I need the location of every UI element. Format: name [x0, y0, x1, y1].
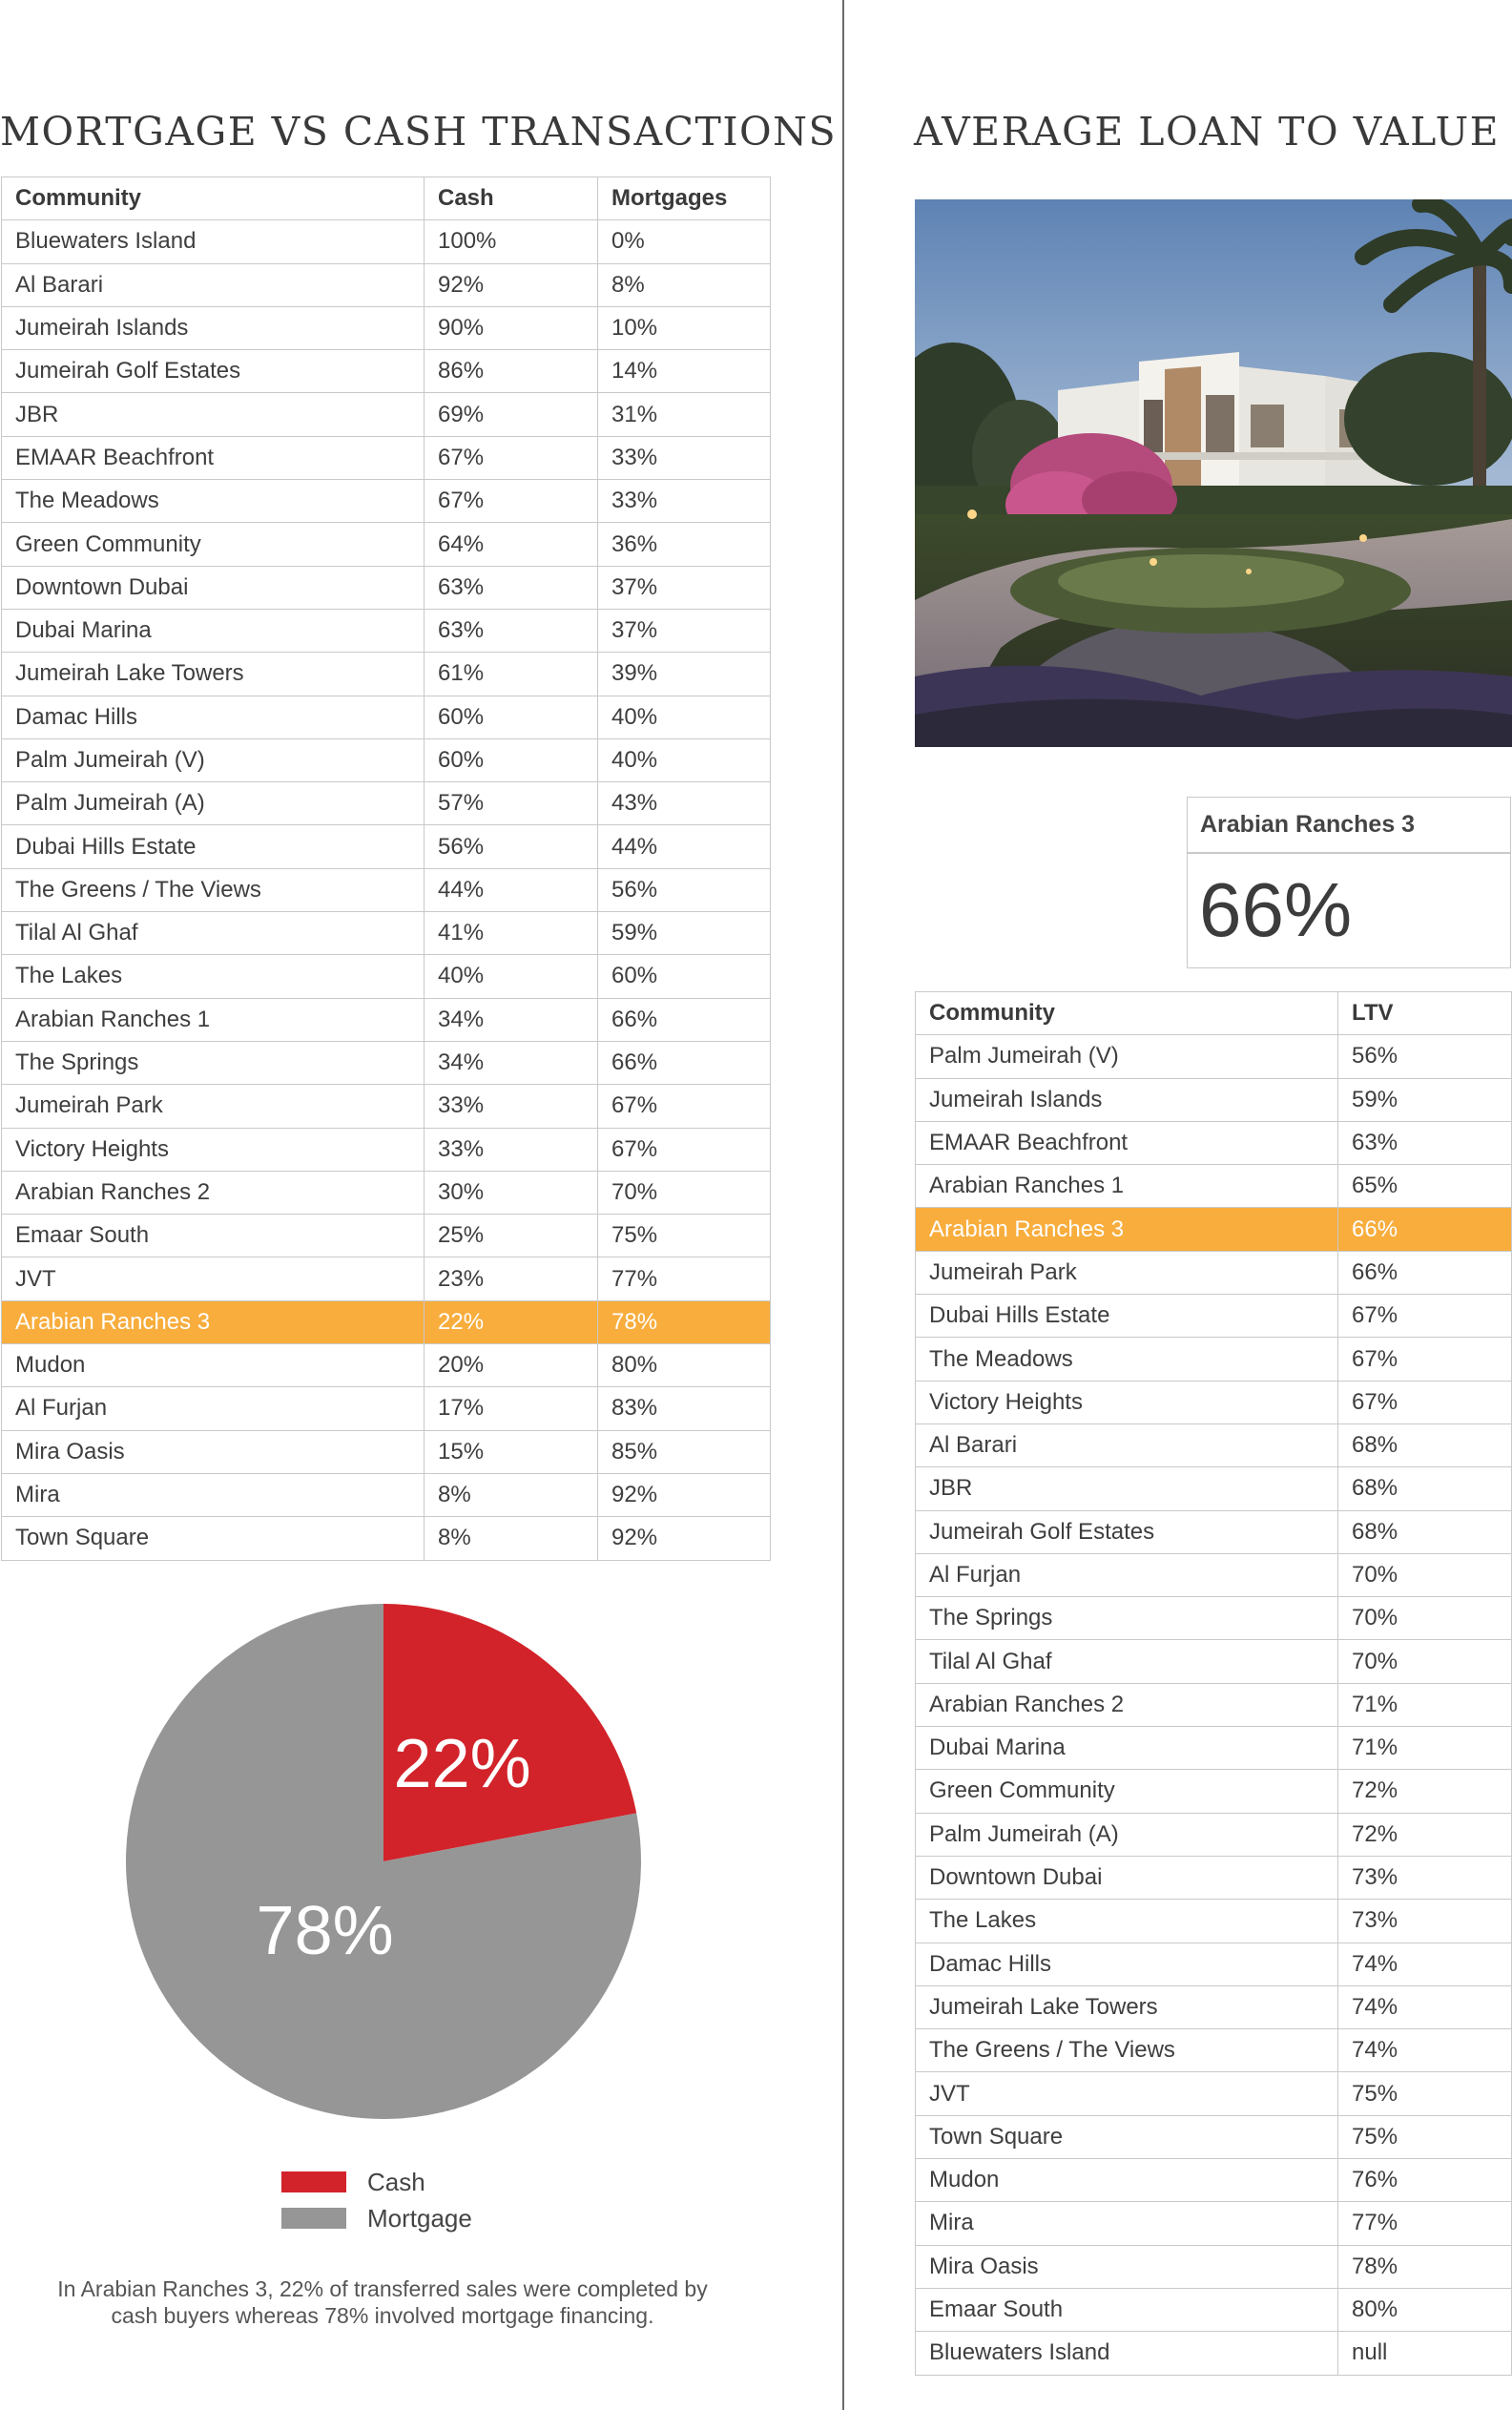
cell-cash: 30% — [425, 1171, 598, 1214]
cell-community: Mira — [916, 2202, 1338, 2245]
cell-community: Tilal Al Ghaf — [2, 912, 425, 955]
cell-mortgages: 59% — [598, 912, 771, 955]
cell-community: EMAAR Beachfront — [2, 436, 425, 479]
table-row — [2, 1344, 771, 1387]
cell-community: Jumeirah Golf Estates — [2, 350, 425, 393]
cell-ltv: 77% — [1338, 2202, 1512, 2245]
cell-community: Victory Heights — [916, 1381, 1338, 1423]
cell-community: Jumeirah Golf Estates — [916, 1510, 1338, 1553]
cell-community: JVT — [2, 1257, 425, 1300]
cell-mortgages: 40% — [598, 696, 771, 738]
table-row — [916, 2245, 1512, 2288]
cell-community: Mira — [2, 1473, 425, 1516]
cell-cash: 67% — [425, 480, 598, 523]
cell-community: Downtown Dubai — [916, 1856, 1338, 1899]
header-mortgages: Mortgages — [598, 177, 771, 220]
table-row — [916, 1381, 1512, 1423]
cell-community: Palm Jumeirah (A) — [916, 1813, 1338, 1856]
cell-community: Bluewaters Island — [916, 2332, 1338, 2375]
cell-ltv: 67% — [1338, 1338, 1512, 1381]
table-row — [2, 1300, 771, 1343]
cell-community: Jumeirah Park — [2, 1085, 425, 1128]
cell-community: Dubai Marina — [916, 1727, 1338, 1770]
table-row — [916, 1985, 1512, 2028]
table-row — [916, 2288, 1512, 2331]
cell-community: Mudon — [2, 1344, 425, 1387]
cell-community: The Lakes — [916, 1900, 1338, 1943]
cell-ltv: 67% — [1338, 1295, 1512, 1338]
cell-community: Emaar South — [2, 1215, 425, 1257]
table-row — [2, 912, 771, 955]
cell-cash: 17% — [425, 1387, 598, 1430]
mortgage-vs-cash-table — [1, 177, 771, 1561]
cell-ltv: 73% — [1338, 1900, 1512, 1943]
cell-community: Arabian Ranches 2 — [2, 1171, 425, 1214]
header-community: Community — [916, 992, 1338, 1035]
cell-ltv: 67% — [1338, 1381, 1512, 1423]
cell-community: Green Community — [2, 523, 425, 566]
table-row — [2, 738, 771, 781]
header-ltv: LTV — [1338, 992, 1512, 1035]
table-row — [2, 220, 771, 263]
cell-community: Dubai Hills Estate — [2, 825, 425, 868]
cell-community: Arabian Ranches 3 — [2, 1300, 425, 1343]
cell-community: The Greens / The Views — [916, 2029, 1338, 2072]
cell-cash: 23% — [425, 1257, 598, 1300]
cell-mortgages: 70% — [598, 1171, 771, 1214]
table-row — [2, 825, 771, 868]
table-row — [2, 1128, 771, 1171]
cell-cash: 86% — [425, 350, 598, 393]
cell-ltv: 76% — [1338, 2159, 1512, 2202]
cell-community: The Lakes — [2, 955, 425, 998]
pie-label-mortgage: 78% — [256, 1893, 394, 1970]
cell-ltv: 70% — [1338, 1597, 1512, 1640]
cell-ltv: 71% — [1338, 1727, 1512, 1770]
cell-ltv: 66% — [1338, 1251, 1512, 1294]
cell-mortgages: 75% — [598, 1215, 771, 1257]
highlight-community-label: Arabian Ranches 3 — [1200, 811, 1416, 838]
cell-community: Town Square — [2, 1517, 425, 1560]
card-separator — [1188, 852, 1510, 854]
cell-mortgages: 80% — [598, 1344, 771, 1387]
cell-community: Arabian Ranches 2 — [916, 1683, 1338, 1726]
average-ltv-title: AVERAGE LOAN TO VALUE — [914, 109, 1501, 155]
table-row — [2, 653, 771, 696]
cell-mortgages: 83% — [598, 1387, 771, 1430]
cell-community: The Springs — [916, 1597, 1338, 1640]
table-row — [916, 2202, 1512, 2245]
cell-cash: 57% — [425, 782, 598, 825]
cell-ltv: 72% — [1338, 1813, 1512, 1856]
table-row — [2, 523, 771, 566]
cell-ltv: 73% — [1338, 1856, 1512, 1899]
cell-mortgages: 92% — [598, 1473, 771, 1516]
header-cash: Cash — [425, 177, 598, 220]
cell-community: Green Community — [916, 1770, 1338, 1813]
cell-cash: 64% — [425, 523, 598, 566]
highlight-ltv-card — [1187, 797, 1511, 968]
cell-ltv: 74% — [1338, 1985, 1512, 2028]
cell-mortgages: 39% — [598, 653, 771, 696]
cell-cash: 92% — [425, 263, 598, 306]
table-row — [916, 1770, 1512, 1813]
cell-ltv: 68% — [1338, 1510, 1512, 1553]
cell-mortgages: 67% — [598, 1085, 771, 1128]
cell-mortgages: 31% — [598, 393, 771, 436]
table-row — [916, 2332, 1512, 2375]
table-row — [2, 782, 771, 825]
table-row — [916, 1035, 1512, 1078]
cell-cash: 20% — [425, 1344, 598, 1387]
cell-mortgages: 85% — [598, 1430, 771, 1473]
table-row — [2, 393, 771, 436]
cell-community: Arabian Ranches 1 — [2, 998, 425, 1041]
cell-mortgages: 66% — [598, 1041, 771, 1084]
cell-community: Damac Hills — [916, 1943, 1338, 1985]
cell-community: Arabian Ranches 3 — [916, 1208, 1338, 1251]
table-row — [2, 306, 771, 349]
cell-mortgages: 10% — [598, 306, 771, 349]
cell-community: Dubai Marina — [2, 609, 425, 652]
cell-cash: 15% — [425, 1430, 598, 1473]
cell-mortgages: 56% — [598, 868, 771, 911]
table-row — [2, 480, 771, 523]
cell-ltv: 63% — [1338, 1121, 1512, 1164]
cell-cash: 60% — [425, 696, 598, 738]
cell-ltv: 59% — [1338, 1078, 1512, 1121]
cell-ltv: 74% — [1338, 2029, 1512, 2072]
table-row — [916, 1121, 1512, 1164]
table-row — [2, 1387, 771, 1430]
cell-cash: 63% — [425, 609, 598, 652]
legend-swatch-mortgage — [281, 2208, 346, 2229]
cell-mortgages: 8% — [598, 263, 771, 306]
cell-community: Bluewaters Island — [2, 220, 425, 263]
cell-ltv: 70% — [1338, 1640, 1512, 1683]
cell-community: Tilal Al Ghaf — [916, 1640, 1338, 1683]
header-community: Community — [2, 177, 425, 220]
cell-cash: 90% — [425, 306, 598, 349]
cell-community: Victory Heights — [2, 1128, 425, 1171]
cell-community: JBR — [916, 1467, 1338, 1510]
table-row — [916, 1856, 1512, 1899]
table-row — [2, 696, 771, 738]
cell-community: Jumeirah Lake Towers — [2, 653, 425, 696]
table-row — [916, 1423, 1512, 1466]
cell-community: Jumeirah Islands — [916, 1078, 1338, 1121]
cell-community: Mira Oasis — [2, 1430, 425, 1473]
cell-cash: 100% — [425, 220, 598, 263]
table-row — [2, 1473, 771, 1516]
cash-mortgage-pie-chart — [123, 1601, 644, 2122]
cell-cash: 34% — [425, 998, 598, 1041]
table-row — [2, 868, 771, 911]
table-row — [916, 1338, 1512, 1381]
cell-mortgages: 44% — [598, 825, 771, 868]
table-row — [2, 350, 771, 393]
table-row — [916, 2115, 1512, 2158]
cell-mortgages: 0% — [598, 220, 771, 263]
table-row — [2, 1430, 771, 1473]
table-row — [916, 1683, 1512, 1726]
table-row — [916, 1597, 1512, 1640]
cell-mortgages: 60% — [598, 955, 771, 998]
table-row — [916, 1078, 1512, 1121]
cell-community: Downtown Dubai — [2, 566, 425, 609]
cell-community: EMAAR Beachfront — [916, 1121, 1338, 1164]
table-row — [2, 1171, 771, 1214]
cell-community: The Meadows — [2, 480, 425, 523]
ltv-table — [915, 991, 1512, 2376]
table-header-row — [916, 992, 1512, 1035]
cell-cash: 63% — [425, 566, 598, 609]
cell-community: Al Furjan — [2, 1387, 425, 1430]
cell-cash: 8% — [425, 1473, 598, 1516]
cell-community: Al Barari — [2, 263, 425, 306]
cell-community: The Greens / The Views — [2, 868, 425, 911]
cell-mortgages: 67% — [598, 1128, 771, 1171]
table-row — [2, 1215, 771, 1257]
cell-community: Al Furjan — [916, 1553, 1338, 1596]
cell-cash: 56% — [425, 825, 598, 868]
table-row — [916, 1165, 1512, 1208]
cell-mortgages: 78% — [598, 1300, 771, 1343]
cell-community: Jumeirah Park — [916, 1251, 1338, 1294]
cell-ltv: 56% — [1338, 1035, 1512, 1078]
table-row — [916, 1813, 1512, 1856]
cell-community: Mudon — [916, 2159, 1338, 2202]
table-row — [2, 998, 771, 1041]
cell-ltv: 70% — [1338, 1553, 1512, 1596]
highlight-ltv-value: 66% — [1199, 867, 1353, 952]
table-row — [916, 1553, 1512, 1596]
cell-community: Palm Jumeirah (V) — [2, 738, 425, 781]
cell-mortgages: 37% — [598, 566, 771, 609]
cell-community: Town Square — [916, 2115, 1338, 2158]
cell-cash: 8% — [425, 1517, 598, 1560]
table-row — [916, 2159, 1512, 2202]
cell-community: Palm Jumeirah (A) — [2, 782, 425, 825]
cell-community: Al Barari — [916, 1423, 1338, 1466]
mortgage-vs-cash-title: MORTGAGE VS CASH TRANSACTIONS — [0, 109, 838, 155]
cell-community: JVT — [916, 2072, 1338, 2115]
cell-cash: 34% — [425, 1041, 598, 1084]
cell-mortgages: 77% — [598, 1257, 771, 1300]
table-row — [916, 1727, 1512, 1770]
cell-cash: 69% — [425, 393, 598, 436]
cell-cash: 33% — [425, 1085, 598, 1128]
table-row — [916, 1640, 1512, 1683]
cell-community: Jumeirah Lake Towers — [916, 1985, 1338, 2028]
cell-ltv: 75% — [1338, 2115, 1512, 2158]
table-row — [916, 1295, 1512, 1338]
cell-ltv: 74% — [1338, 1943, 1512, 1985]
cell-mortgages: 92% — [598, 1517, 771, 1560]
cell-community: JBR — [2, 393, 425, 436]
cell-cash: 61% — [425, 653, 598, 696]
table-row — [2, 1085, 771, 1128]
cell-mortgages: 33% — [598, 436, 771, 479]
table-row — [2, 1517, 771, 1560]
cell-community: Dubai Hills Estate — [916, 1295, 1338, 1338]
cell-ltv: 75% — [1338, 2072, 1512, 2115]
table-row — [2, 566, 771, 609]
legend-label-cash: Cash — [367, 2168, 425, 2196]
cell-mortgages: 37% — [598, 609, 771, 652]
cell-cash: 22% — [425, 1300, 598, 1343]
table-row — [2, 263, 771, 306]
table-row — [916, 1943, 1512, 1985]
cell-community: Damac Hills — [2, 696, 425, 738]
townhouse-garden-photo — [915, 199, 1512, 747]
table-row — [2, 436, 771, 479]
cell-cash: 67% — [425, 436, 598, 479]
legend-label-mortgage: Mortgage — [367, 2204, 472, 2233]
cell-community: Jumeirah Islands — [2, 306, 425, 349]
table-row — [2, 609, 771, 652]
table-row — [916, 1208, 1512, 1251]
pie-label-cash: 22% — [393, 1726, 531, 1803]
cell-ltv: 65% — [1338, 1165, 1512, 1208]
cell-cash: 41% — [425, 912, 598, 955]
cell-ltv: 72% — [1338, 1770, 1512, 1813]
cell-community: Arabian Ranches 1 — [916, 1165, 1338, 1208]
table-row — [916, 1900, 1512, 1943]
table-row — [2, 1257, 771, 1300]
cell-mortgages: 40% — [598, 738, 771, 781]
cell-ltv: 78% — [1338, 2245, 1512, 2288]
cell-ltv: null — [1338, 2332, 1512, 2375]
cell-cash: 44% — [425, 868, 598, 911]
column-divider — [842, 0, 844, 2410]
cell-ltv: 68% — [1338, 1467, 1512, 1510]
table-row — [916, 2029, 1512, 2072]
table-row — [2, 1041, 771, 1084]
cell-ltv: 71% — [1338, 1683, 1512, 1726]
cell-community: The Meadows — [916, 1338, 1338, 1381]
cell-community: Mira Oasis — [916, 2245, 1338, 2288]
cell-mortgages: 36% — [598, 523, 771, 566]
cell-mortgages: 14% — [598, 350, 771, 393]
cell-ltv: 68% — [1338, 1423, 1512, 1466]
cell-community: The Springs — [2, 1041, 425, 1084]
legend-swatch-cash — [281, 2171, 346, 2192]
table-row — [916, 1510, 1512, 1553]
table-row — [2, 955, 771, 998]
cell-ltv: 66% — [1338, 1208, 1512, 1251]
cell-community: Emaar South — [916, 2288, 1338, 2331]
cell-mortgages: 66% — [598, 998, 771, 1041]
cell-cash: 25% — [425, 1215, 598, 1257]
pie-footnote: In Arabian Ranches 3, 22% of transferred sales were completed by cash buyers whereas 78% involved mortgage financing. — [57, 2276, 708, 2328]
cell-cash: 60% — [425, 738, 598, 781]
table-row — [916, 2072, 1512, 2115]
cell-mortgages: 43% — [598, 782, 771, 825]
cell-cash: 40% — [425, 955, 598, 998]
table-header-row — [2, 177, 771, 220]
cell-ltv: 80% — [1338, 2288, 1512, 2331]
cell-community: Palm Jumeirah (V) — [916, 1035, 1338, 1078]
table-row — [916, 1467, 1512, 1510]
table-row — [916, 1251, 1512, 1294]
cell-mortgages: 33% — [598, 480, 771, 523]
cell-cash: 33% — [425, 1128, 598, 1171]
